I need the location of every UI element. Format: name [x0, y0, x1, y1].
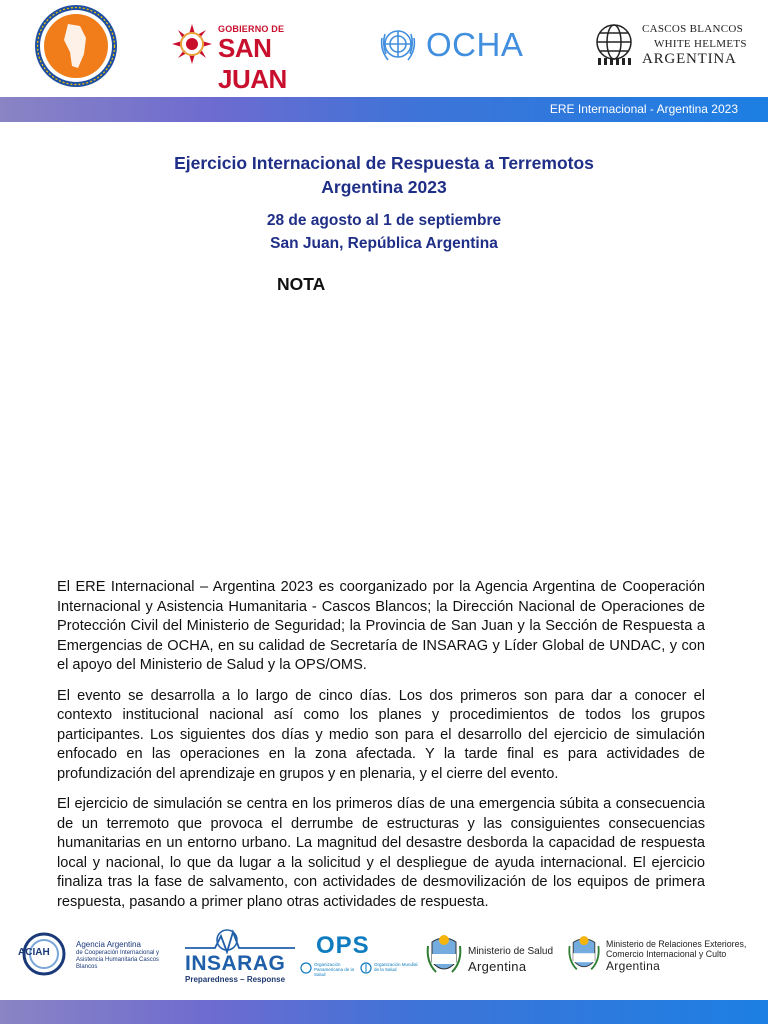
paragraph: El evento se desarrolla a lo largo de cinco días. Los dos primeros son para dar a conocer el contexto institucional nacional así como los planes y procedimientos de todos los grupos participantes. Los siguientes dos días y medio son para el desarrollo del ejercicio de simulación enfocado en las operaciones en la zona afectada. Y la tarde final es para actividades de profundización del aprendizaje en grupos y en plenaria, y el cierre del evento. — [57, 687, 705, 782]
header-logos — [0, 0, 768, 96]
cascos-line3: ARGENTINA — [642, 51, 737, 67]
argentina-coat-of-arms-icon — [566, 930, 602, 980]
ops-text: OPS — [316, 932, 370, 959]
insarag-text: INSARAG — [185, 952, 286, 975]
mre-text-block — [606, 939, 746, 959]
ocha-logo — [376, 22, 536, 68]
san-juan-big-text: SAN JUAN — [218, 33, 287, 94]
document-title-year: Argentina 2023 — [321, 177, 447, 197]
cascos-line1: CASCOS BLANCOS — [642, 23, 744, 35]
event-location: San Juan, República Argentina — [270, 235, 498, 252]
header-band-text: ERE Internacional - Argentina 2023 — [549, 102, 738, 116]
ops-logo — [300, 932, 418, 984]
header-band — [0, 97, 768, 122]
insarag-heartbeat-icon — [185, 928, 295, 954]
note-heading: NOTA — [277, 274, 326, 294]
aciah-subtitle: de Cooperación Internacional y Asistencia Humanitaria Cascos Blancos — [76, 950, 160, 970]
ministerio-salud-logo — [424, 932, 558, 982]
oms-subtitle: Organización Mundial de la Salud — [374, 962, 418, 972]
ops-subtitle: Organización Panamericana de la Salud — [314, 962, 355, 977]
san-juan-small-text: GOBIERNO DE — [218, 24, 285, 34]
cascos-blancos-logo — [592, 18, 752, 74]
un-emblem-icon — [376, 22, 420, 66]
insarag-tagline: Preparedness – Response — [185, 975, 286, 984]
paragraph: El ERE Internacional – Argentina 2023 es coorganizado por la Agencia Argentina de Cooperación Internacional y Asistencia Humanitaria - Cascos Blancos; la Dirección Nacional de Operaciones de Protección Civil del Ministerio de Seguridad; la Provincia de San Juan y la Sección de Respuesta a Emergencias de OCHA, en su calidad de Secretaría de INSARAG y Líder Global de UNDAC, y con el apoyo del Ministerio de Salud y la OPS/OMS. — [57, 579, 705, 673]
document-title: Ejercicio Internacional de Respuesta a Terremotos — [174, 153, 594, 173]
aciah-logo — [16, 930, 176, 980]
event-dates: 28 de agosto al 1 de septiembre — [266, 212, 502, 229]
aciah-text: ACIAH — [18, 947, 50, 958]
footer-band — [0, 1000, 768, 1024]
mre-line1: Ministerio de Relaciones Exteriores, — [606, 939, 747, 949]
globe-icon — [592, 22, 636, 66]
ocha-text: OCHA — [426, 26, 524, 63]
who-emblem-icon — [360, 962, 372, 974]
sun-icon — [170, 22, 214, 66]
paho-emblem-icon — [300, 962, 312, 974]
ministerio-salud-line1: Ministerio de Salud — [468, 946, 554, 957]
ministerio-salud-line2: Argentina — [468, 959, 527, 974]
argentina-coat-of-arms-icon — [424, 932, 464, 980]
mre-line3: Argentina — [606, 959, 661, 973]
aciah-name: Agencia Argentina — [76, 940, 141, 949]
ministerio-relaciones-exteriores-logo — [566, 930, 762, 986]
paragraph: El ejercicio de simulación se centra en los primeros días de una emergencia súbita a consecuencia de un terremoto que provoca el derrumbe de estructuras y las consiguientes consecuencias humanitarias en un entorno urbano. La magnitud del desastre desborda la capacidad de respuesta local y nacional, lo que da lugar a la solicitud y el despliegue de ayuda internacional. El ejercicio finaliza tras la fase de salvamento, con actividades de desmovilización de los equipos de primera respuesta, pasando a primer plano otras actividades de respuesta. — [57, 796, 705, 910]
document-body — [57, 578, 705, 923]
cascos-line2: WHITE HELMETS — [654, 38, 747, 50]
proteccion-civil-logo — [34, 4, 118, 88]
mre-line2: Comercio Internacional y Culto — [606, 949, 727, 959]
gobierno-san-juan-logo — [170, 20, 335, 94]
insarag-logo — [185, 928, 295, 986]
